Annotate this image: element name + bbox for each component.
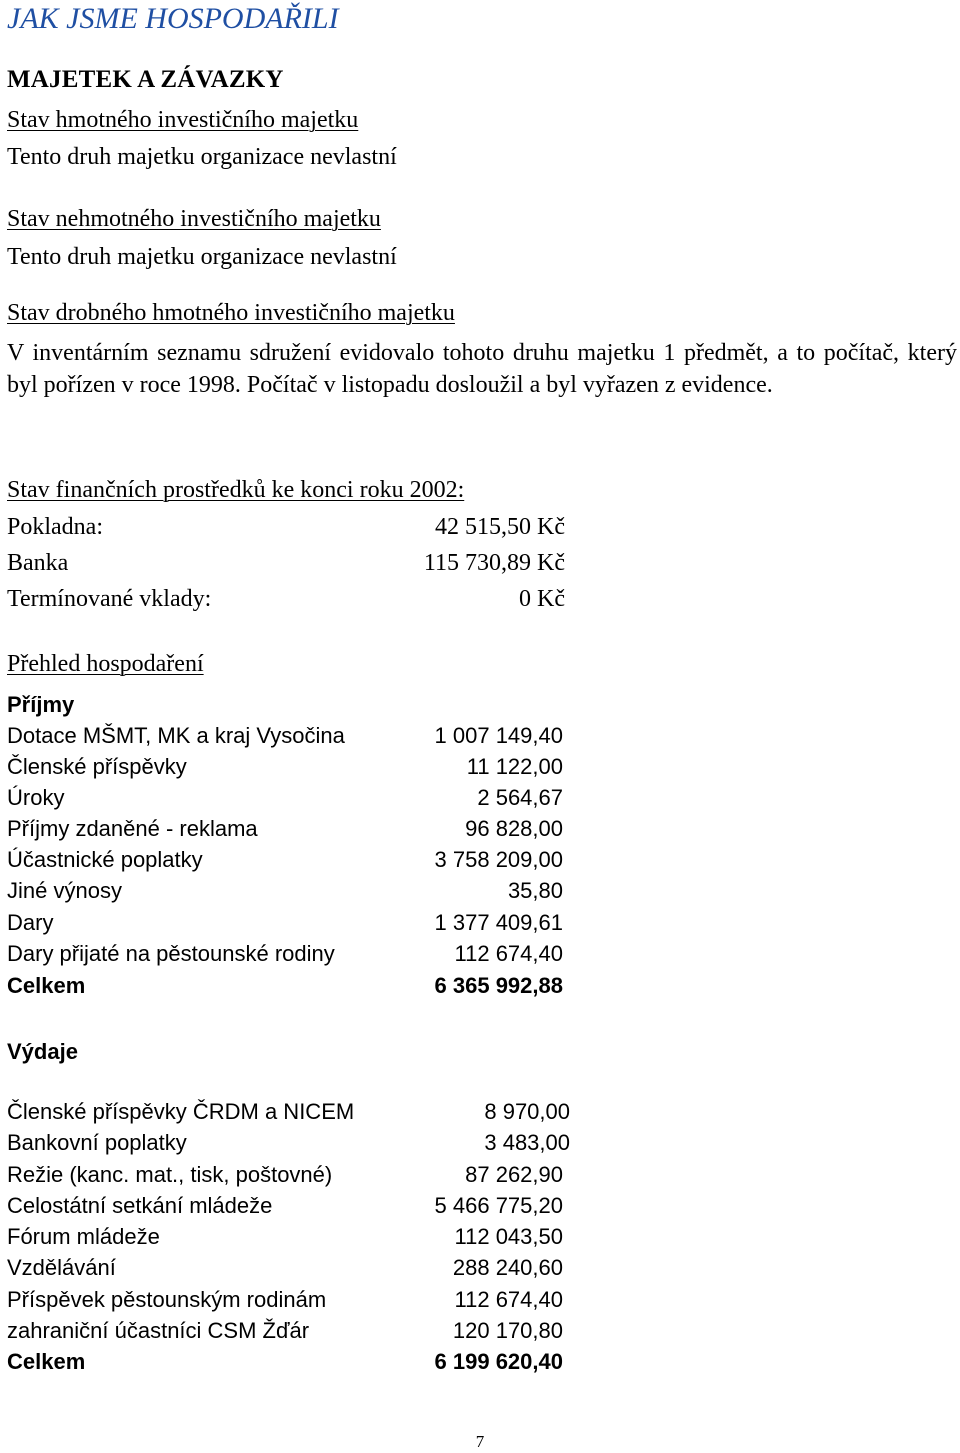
table-row xyxy=(7,1287,563,1315)
expense-value: 112 043,50 xyxy=(454,1224,563,1249)
table-row xyxy=(7,1193,563,1221)
income-value: 11 122,00 xyxy=(466,754,563,779)
overview-heading: Přehled hospodaření xyxy=(7,651,204,677)
expense-value: 87 262,90 xyxy=(465,1162,563,1187)
income-label: Dary xyxy=(7,910,54,935)
expense-label: Členské příspěvky ČRDM a NICEM xyxy=(7,1099,355,1124)
table-row xyxy=(7,1099,570,1127)
table-row xyxy=(7,910,563,938)
table-row xyxy=(7,1130,570,1158)
income-label: Jiné výnosy xyxy=(7,878,122,903)
finance-row-label: Pokladna: xyxy=(7,514,103,540)
table-row xyxy=(7,1318,563,1346)
finance-heading: Stav finančních prostředků ke konci roku 2002: xyxy=(7,477,465,503)
tangible-assets-heading: Stav hmotného investičního majetku xyxy=(7,107,359,133)
expense-label: Celostátní setkání mládeže xyxy=(7,1193,273,1218)
expense-label: Příspěvek pěstounským rodinám xyxy=(7,1287,327,1312)
table-row xyxy=(7,941,563,969)
intangible-assets-heading: Stav nehmotného investičního majetku xyxy=(7,206,381,232)
expense-value: 120 170,80 xyxy=(452,1318,563,1343)
income-label: Dotace MŠMT, MK a kraj Vysočina xyxy=(7,723,345,748)
expense-label: Vzdělávání xyxy=(7,1255,116,1280)
expense-value: 112 674,40 xyxy=(454,1287,563,1312)
finance-row-value: 0 Kč xyxy=(519,586,565,612)
income-label: Úroky xyxy=(7,785,65,810)
expenses-total-value: 6 199 620,40 xyxy=(434,1349,563,1374)
income-value: 1 007 149,40 xyxy=(434,723,563,748)
expense-label: Bankovní poplatky xyxy=(7,1130,187,1155)
table-row xyxy=(7,785,563,813)
income-total-row xyxy=(7,973,563,1001)
income-label: Příjmy zdaněné - reklama xyxy=(7,816,258,841)
expense-label: Režie (kanc. mat., tisk, poštovné) xyxy=(7,1162,333,1187)
tangible-assets-text: Tento druh majetku organizace nevlastní xyxy=(7,144,397,170)
section-heading: MAJETEK A ZÁVAZKY xyxy=(7,66,284,93)
table-row xyxy=(7,878,563,906)
document-title: JAK JSME HOSPODAŘILI xyxy=(7,2,339,35)
page-number: 7 xyxy=(475,1432,485,1451)
income-value: 96 828,00 xyxy=(465,816,563,841)
small-assets-heading: Stav drobného hmotného investičního majetku xyxy=(7,300,455,326)
income-total-label: Celkem xyxy=(7,973,86,998)
finance-row-value: 115 730,89 Kč xyxy=(423,550,565,576)
expense-label: Fórum mládeže xyxy=(7,1224,160,1249)
finance-row-label: Termínované vklady: xyxy=(7,586,212,612)
finance-row-value: 42 515,50 Kč xyxy=(435,514,565,540)
expense-value: 3 483,00 xyxy=(484,1130,570,1155)
table-row xyxy=(7,1255,563,1283)
income-value: 2 564,67 xyxy=(477,785,563,810)
income-total-value: 6 365 992,88 xyxy=(434,973,563,998)
expense-value: 5 466 775,20 xyxy=(434,1193,563,1218)
income-heading: Příjmy xyxy=(7,692,75,717)
expenses-heading: Výdaje xyxy=(7,1039,78,1064)
table-row xyxy=(7,1224,563,1252)
table-row xyxy=(7,847,563,875)
table-row xyxy=(7,754,563,782)
income-label: Dary přijaté na pěstounské rodiny xyxy=(7,941,335,966)
income-label: Účastnické poplatky xyxy=(7,847,203,872)
expense-label: zahraniční účastníci CSM Žďár xyxy=(7,1318,310,1343)
table-row xyxy=(7,1162,563,1190)
income-label: Členské příspěvky xyxy=(7,754,187,779)
expense-value: 288 240,60 xyxy=(452,1255,563,1280)
small-assets-text: V inventárním seznamu sdružení evidovalo tohoto druhu majetku 1 předmět, a to počítač, který byl pořízen v roce 1998. Počítač v listopadu dosloužil a byl vyřazen z evidence. xyxy=(7,340,957,398)
income-value: 1 377 409,61 xyxy=(434,910,563,935)
income-value: 112 674,40 xyxy=(454,941,563,966)
intangible-assets-text: Tento druh majetku organizace nevlastní xyxy=(7,244,397,270)
expenses-total-label: Celkem xyxy=(7,1349,86,1374)
expenses-total-row xyxy=(7,1349,563,1377)
table-row xyxy=(7,816,563,844)
income-value: 35,80 xyxy=(507,878,563,903)
finance-row-label: Banka xyxy=(7,550,69,576)
income-value: 3 758 209,00 xyxy=(434,847,563,872)
table-row xyxy=(7,723,563,751)
expense-value: 8 970,00 xyxy=(484,1099,570,1124)
